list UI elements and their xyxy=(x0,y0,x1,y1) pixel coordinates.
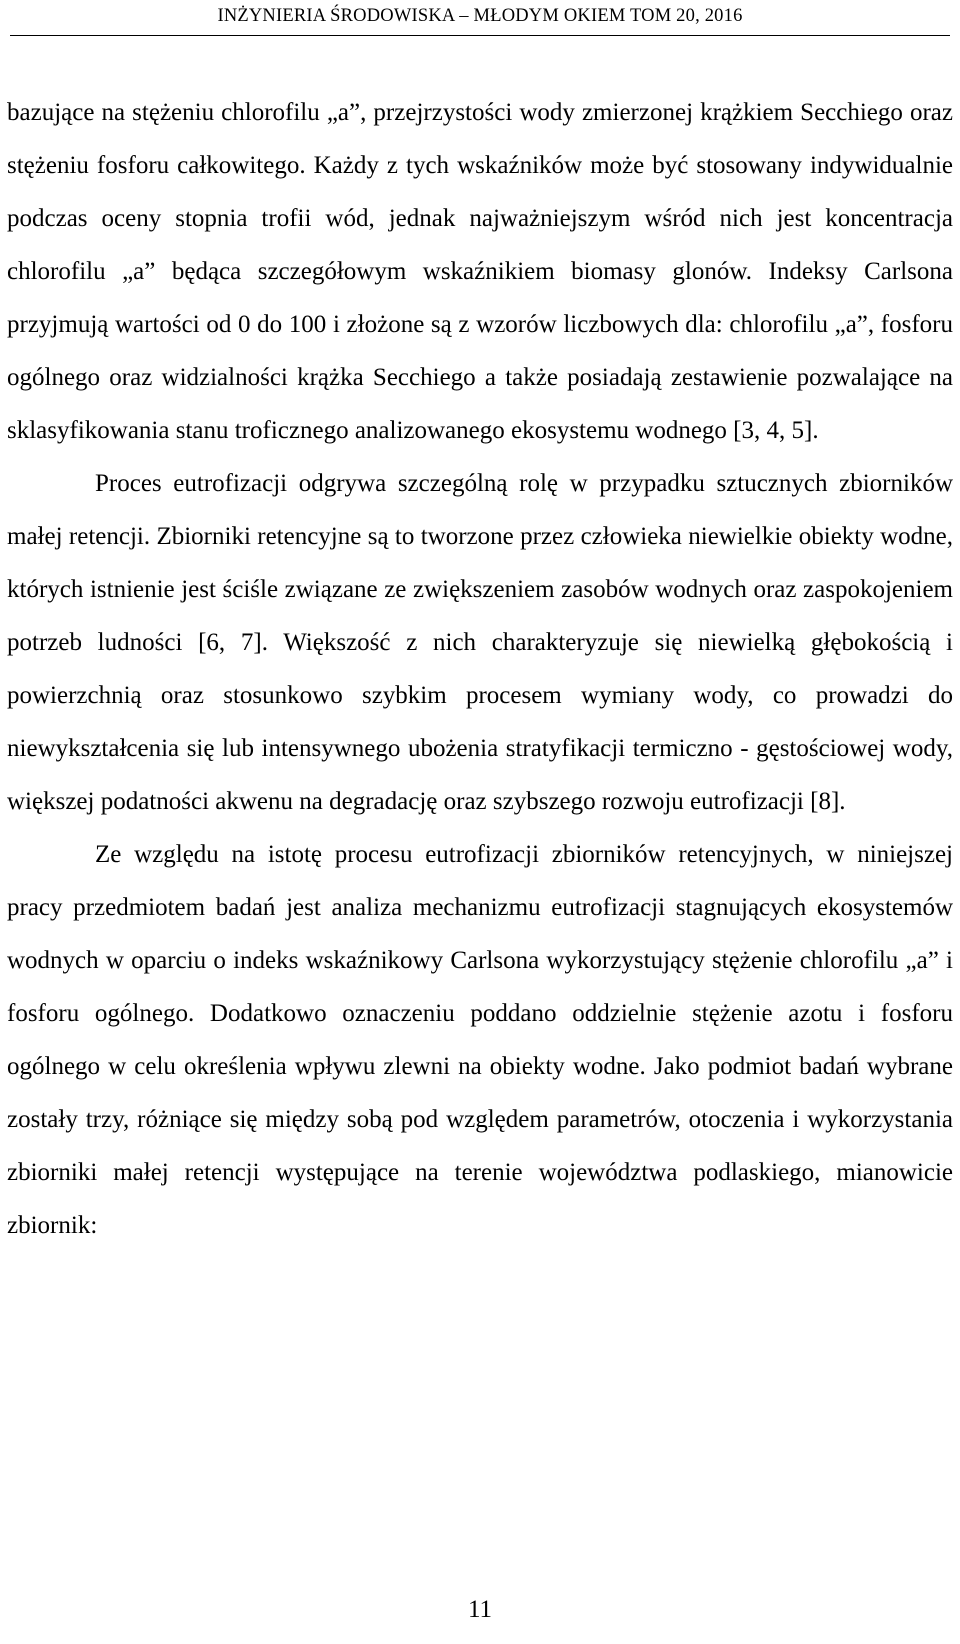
page-number: 11 xyxy=(467,1596,493,1623)
body-text xyxy=(7,86,953,1252)
paragraph-eutrophication-process: Proces eutrofizacji odgrywa szczególną rolę w przypadku sztucznych zbiorników małej retencji. Zbiorniki retencyjne są to tworzone przez człowieka niewielkie obiekty wodne, których istnienie jest ściśle związane ze zwiększeniem zasobów wodnych oraz zaspokojeniem potrzeb ludności [6, 7]. Większość z nich charakteryzuje się niewielką głębokością i powierzchnią oraz stosunkowo szybkim procesem wymiany wody, co prowadzi do niewykształcenia się lub intensywnego ubożenia stratyfikacji termiczno - gęstościowej wody, większej podatności akwenu na degradację oraz szybszego rozwoju eutrofizacji [8]. xyxy=(7,470,953,815)
paragraph-study-aim: Ze względu na istotę procesu eutrofizacji zbiorników retencyjnych, w niniejszej pracy przedmiotem badań jest analiza mechanizmu eutrofizacji stagnujących ekosystemów wodnych w oparciu o indeks wskaźnikowy Carlsona wykorzystujący stężenie chlorofilu „a” i fosforu ogólnego. Dodatkowo oznaczeniu poddano oddzielnie stężenie azotu i fosforu ogólnego w celu określenia wpływu zlewni na obiekty wodne. Jako podmiot badań wybrane zostały trzy, różniące się między sobą pod względem parametrów, otoczenia i wykorzystania zbiorniki małej retencji występujące na terenie województwa podlaskiego, mianowicie zbiornik: xyxy=(7,841,953,1239)
header-divider xyxy=(10,35,950,36)
paragraph-continued: bazujące na stężeniu chlorofilu „a”, przejrzystości wody zmierzonej krążkiem Secchiego oraz stężeniu fosforu całkowitego. Każdy z tych wskaźników może być stosowany indywidualnie podczas oceny stopnia trofii wód, jednak najważniejszym wśród nich jest koncentracja chlorofilu „a” będąca szczegółowym wskaźnikiem biomasy glonów. Indeksy Carlsona przyjmują wartości od 0 do 100 i złożone są z wzorów liczbowych dla: chlorofilu „a”, fosforu ogólnego oraz widzialności krążka Secchiego a także posiadają zestawienie pozwalające na sklasyfikowania stanu troficznego analizowanego ekosystemu wodnego [3, 4, 5]. xyxy=(7,99,953,444)
running-header: INŻYNIERIA ŚRODOWISKA – MŁODYM OKIEM TOM 20, 2016 xyxy=(217,6,743,26)
